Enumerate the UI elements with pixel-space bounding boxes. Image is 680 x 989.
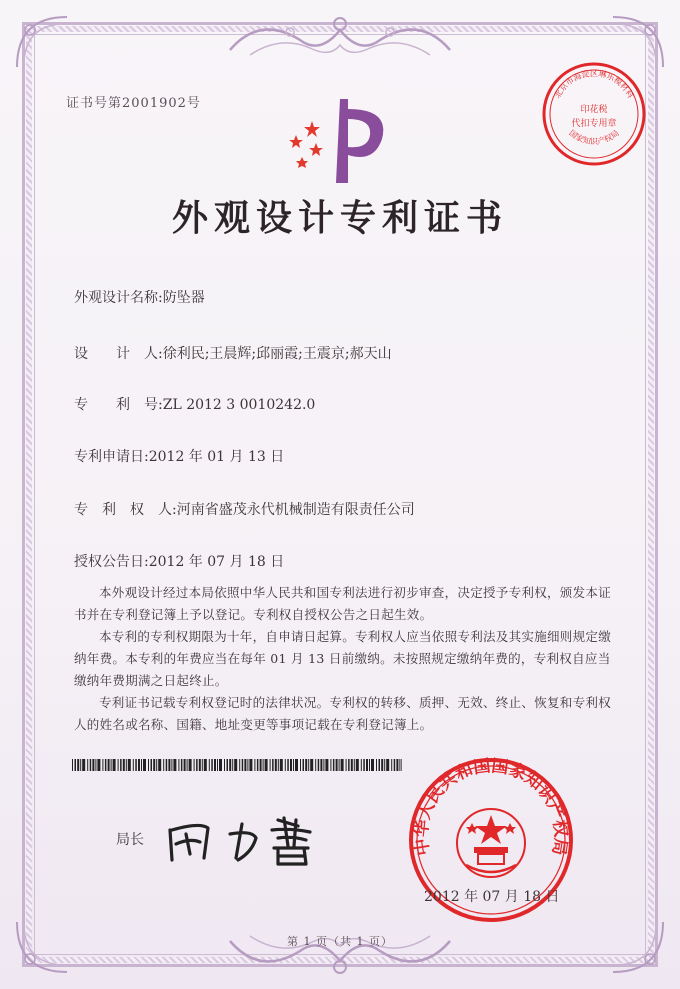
patentee-value: 河南省盛茂永代机械制造有限责任公司 <box>176 502 415 518</box>
barcode-bar <box>151 759 153 771</box>
barcode-bar <box>354 759 355 771</box>
barcode-bar <box>333 759 335 771</box>
barcode-bar <box>97 759 100 771</box>
grant-paragraph: 本外观设计经过本局依照中华人民共和国专利法进行初步审查，决定授予专利权，颁发本证书并在专利登记簿上予以登记。专利权自授权公告之日起生效。 <box>74 585 612 622</box>
barcode-bar <box>166 759 168 771</box>
tax-stamp <box>540 60 648 168</box>
barcode-bar <box>391 759 392 771</box>
barcode-bar <box>204 759 207 771</box>
barcode-bar <box>138 759 140 771</box>
barcode-bar <box>123 759 125 771</box>
barcode-bar <box>366 759 368 771</box>
barcode-bar <box>399 759 400 771</box>
barcode-bar <box>229 759 231 771</box>
barcode-bar <box>143 759 146 771</box>
barcode-bar <box>341 759 344 771</box>
barcode-bar <box>381 759 383 771</box>
design-name-value: 防坠器 <box>162 290 205 306</box>
patentee-field <box>74 499 415 519</box>
barcode-bar <box>135 759 137 771</box>
barcode-bar <box>339 759 340 771</box>
barcode-bar <box>257 759 259 771</box>
barcode-bar <box>310 759 313 771</box>
director-label: 局长 <box>116 832 144 848</box>
barcode-bar <box>249 759 252 771</box>
barcode-bar <box>184 759 186 771</box>
barcode <box>72 759 402 771</box>
designer-label: 设 计 人: <box>74 346 163 362</box>
barcode-bar <box>265 759 268 771</box>
stamp-center-line2: 代扣专用章 <box>571 119 617 129</box>
barcode-bar <box>133 759 134 771</box>
barcode-bar <box>363 759 365 771</box>
barcode-bar <box>351 759 353 771</box>
designer-value: 徐利民;王晨辉;邱丽霞;王震京;郝天山 <box>162 346 392 362</box>
stamp-bottom-text: 国家知识产权局 <box>567 128 621 147</box>
stamp-outer-text: 北京市海淀区琳乐模材料 <box>552 69 636 100</box>
certificate-title: 外观设计专利证书 <box>171 197 508 239</box>
barcode-bar <box>92 759 94 771</box>
barcode-bar <box>371 759 374 771</box>
barcode-bar <box>217 759 218 771</box>
barcode-bar <box>72 759 73 771</box>
barcode-bar <box>126 759 127 771</box>
barcode-bar <box>128 759 131 771</box>
barcode-bar <box>219 759 222 771</box>
term-paragraph: 本专利的专利权期限为十年，自申请日起算。专利权人应当依照专利法及其实施细则规定缴纳年费。本专利的年费应当在每年 01 月 13 日前缴纳。未按照规定缴纳年费的，专利权自应当缴纳年费期满之日起终止。 <box>74 629 612 688</box>
barcode-bar <box>232 759 233 771</box>
barcode-bar <box>118 759 119 771</box>
barcode-bar <box>280 759 283 771</box>
barcode-bar <box>111 759 112 771</box>
barcode-bar <box>242 759 244 771</box>
barcode-bar <box>239 759 240 771</box>
barcode-bar <box>77 759 79 771</box>
barcode-bar <box>148 759 149 771</box>
design-name-field <box>74 287 205 307</box>
barcode-bar <box>187 759 188 771</box>
barcode-bar <box>275 759 277 771</box>
barcode-bar <box>87 759 88 771</box>
barcode-bar <box>263 759 264 771</box>
barcode-bar <box>305 759 307 771</box>
certificate-number: 证书号第2001902号 <box>66 96 201 111</box>
barcode-bar <box>156 759 157 771</box>
director-signature <box>160 808 330 868</box>
application-date-value: 2012 年 01 月 13 日 <box>148 449 285 465</box>
barcode-bar <box>336 759 338 771</box>
barcode-bar <box>80 759 81 771</box>
barcode-bar <box>211 759 213 771</box>
barcode-bar <box>168 759 170 771</box>
barcode-bar <box>108 759 110 771</box>
patent-number-value: ZL 2012 3 0010242.0 <box>162 397 316 413</box>
barcode-bar <box>244 759 246 771</box>
barcode-bar <box>113 759 116 771</box>
design-name-label: 外观设计名称: <box>74 290 163 306</box>
barcode-bar <box>196 759 198 771</box>
barcode-bar <box>278 759 279 771</box>
barcode-bar <box>348 759 350 771</box>
barcode-bar <box>290 759 292 771</box>
grant-date-field <box>74 551 284 571</box>
stamp-center-line1: 印花税 <box>580 105 608 115</box>
barcode-bar <box>199 759 201 771</box>
page-number: 第 1 页（共 1 页） <box>287 935 393 948</box>
barcode-bar <box>95 759 96 771</box>
designer-field <box>74 343 392 363</box>
barcode-bar <box>224 759 225 771</box>
barcode-bar <box>386 759 389 771</box>
barcode-bar <box>325 759 328 771</box>
corner-ornament <box>12 12 72 72</box>
barcode-bar <box>376 759 377 771</box>
barcode-bar <box>401 759 402 771</box>
barcode-bar <box>260 759 262 771</box>
patent-office-logo <box>282 95 392 185</box>
barcode-bar <box>320 759 322 771</box>
patent-number-label: 专 利 号: <box>74 397 163 413</box>
barcode-bar <box>234 759 237 771</box>
barcode-bar <box>153 759 155 771</box>
seal-text: 中华人民共和国国家知识产权局 <box>411 756 571 857</box>
barcode-bar <box>247 759 248 771</box>
barcode-bar <box>293 759 294 771</box>
barcode-bar <box>379 759 381 771</box>
barcode-bar <box>158 759 161 771</box>
application-date-field <box>74 446 284 466</box>
barcode-bar <box>214 759 216 771</box>
barcode-bar <box>171 759 172 771</box>
barcode-bar <box>361 759 362 771</box>
barcode-bar <box>384 759 385 771</box>
barcode-bar <box>82 759 85 771</box>
barcode-bar <box>356 759 359 771</box>
seal-date: 2012 年 07 月 18 日 <box>424 889 560 905</box>
barcode-bar <box>369 759 370 771</box>
barcode-bar <box>346 759 347 771</box>
barcode-bar <box>315 759 316 771</box>
patent-number-field <box>74 394 315 414</box>
barcode-bar <box>330 759 331 771</box>
barcode-bar <box>90 759 92 771</box>
grant-date-value: 2012 年 07 月 18 日 <box>148 554 285 570</box>
barcode-bar <box>120 759 122 771</box>
grant-date-label: 授权公告日: <box>74 554 149 570</box>
barcode-bar <box>300 759 301 771</box>
barcode-bar <box>173 759 176 771</box>
barcode-bar <box>105 759 107 771</box>
application-date-label: 专利申请日: <box>74 449 149 465</box>
barcode-bar <box>254 759 255 771</box>
barcode-bar <box>270 759 271 771</box>
barcode-bar <box>178 759 179 771</box>
barcode-bar <box>285 759 286 771</box>
barcode-bar <box>396 759 398 771</box>
barcode-bar <box>189 759 192 771</box>
barcode-bar <box>209 759 210 771</box>
barcode-bar <box>272 759 274 771</box>
barcode-bar <box>227 759 229 771</box>
barcode-bar <box>181 759 183 771</box>
patentee-label: 专 利 权 人: <box>74 502 177 518</box>
legal-status-paragraph: 专利证书记载专利权登记时的法律状况。专利权的转移、质押、无效、终止、恢复和专利权人的姓名或名称、国籍、地址变更等事项记载在专利登记簿上。 <box>74 695 612 732</box>
barcode-bar <box>75 759 77 771</box>
barcode-bar <box>202 759 203 771</box>
barcode-bar <box>287 759 289 771</box>
barcode-bar <box>394 759 396 771</box>
barcode-bar <box>308 759 309 771</box>
barcode-bar <box>194 759 195 771</box>
barcode-bar <box>318 759 320 771</box>
barcode-bar <box>102 759 103 771</box>
barcode-bar <box>323 759 324 771</box>
barcode-bar <box>303 759 305 771</box>
barcode-bar <box>163 759 164 771</box>
barcode-bar <box>295 759 298 771</box>
barcode-bar <box>141 759 142 771</box>
